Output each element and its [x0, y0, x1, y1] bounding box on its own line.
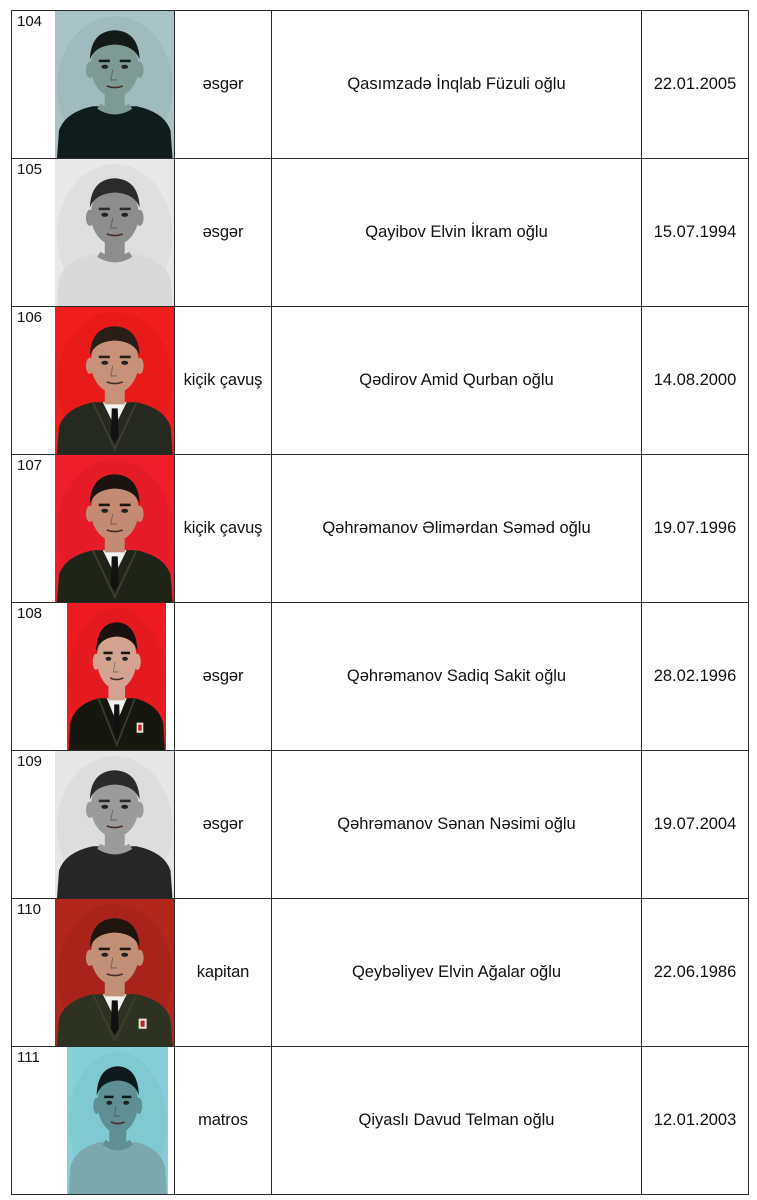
rank: əsgər	[175, 751, 272, 899]
row-number: 110	[12, 899, 55, 1047]
date: 22.06.1986	[642, 899, 749, 1047]
full-name: Qayibov Elvin İkram oğlu	[272, 159, 642, 307]
rank: əsgər	[175, 159, 272, 307]
rank: kapitan	[175, 899, 272, 1047]
full-name: Qəhrəmanov Əlimərdan Səməd oğlu	[272, 455, 642, 603]
full-name: Qiyaslı Davud Telman oğlu	[272, 1047, 642, 1195]
portrait-photo	[67, 603, 167, 750]
rank: kiçik çavuş	[175, 455, 272, 603]
portrait-photo	[55, 159, 175, 306]
row-number: 105	[12, 159, 55, 307]
photo-cell	[55, 1047, 175, 1195]
portrait-photo	[55, 899, 175, 1046]
row-number: 106	[12, 307, 55, 455]
table-row	[12, 159, 749, 307]
table-row	[12, 1047, 749, 1195]
photo-cell	[55, 307, 175, 455]
row-number: 107	[12, 455, 55, 603]
rank: matros	[175, 1047, 272, 1195]
full-name: Qəhrəmanov Sənan Nəsimi oğlu	[272, 751, 642, 899]
table-row	[12, 455, 749, 603]
date: 14.08.2000	[642, 307, 749, 455]
full-name: Qəhrəmanov Sadiq Sakit oğlu	[272, 603, 642, 751]
table-row	[12, 11, 749, 159]
row-number: 109	[12, 751, 55, 899]
table-row	[12, 307, 749, 455]
table-row	[12, 603, 749, 751]
date: 28.02.1996	[642, 603, 749, 751]
portrait-photo	[55, 11, 175, 158]
full-name: Qədirov Amid Qurban oğlu	[272, 307, 642, 455]
photo-cell	[55, 751, 175, 899]
photo-cell	[55, 455, 175, 603]
table-row	[12, 751, 749, 899]
photo-cell	[55, 899, 175, 1047]
photo-cell	[55, 11, 175, 159]
date: 19.07.2004	[642, 751, 749, 899]
full-name: Qasımzadə İnqlab Füzuli oğlu	[272, 11, 642, 159]
portrait-photo	[55, 751, 175, 898]
date: 22.01.2005	[642, 11, 749, 159]
full-name: Qeybəliyev Elvin Ağalar oğlu	[272, 899, 642, 1047]
date: 12.01.2003	[642, 1047, 749, 1195]
row-number: 111	[12, 1047, 55, 1195]
rank: əsgər	[175, 11, 272, 159]
roster-body	[12, 11, 749, 1195]
roster-table	[11, 10, 749, 1195]
row-number: 104	[12, 11, 55, 159]
portrait-photo	[55, 455, 175, 602]
rank: əsgər	[175, 603, 272, 751]
photo-cell	[55, 159, 175, 307]
portrait-photo	[67, 1047, 169, 1194]
date: 19.07.1996	[642, 455, 749, 603]
table-row	[12, 899, 749, 1047]
portrait-photo	[55, 307, 175, 454]
row-number: 108	[12, 603, 55, 751]
rank: kiçik çavuş	[175, 307, 272, 455]
photo-cell	[55, 603, 175, 751]
date: 15.07.1994	[642, 159, 749, 307]
